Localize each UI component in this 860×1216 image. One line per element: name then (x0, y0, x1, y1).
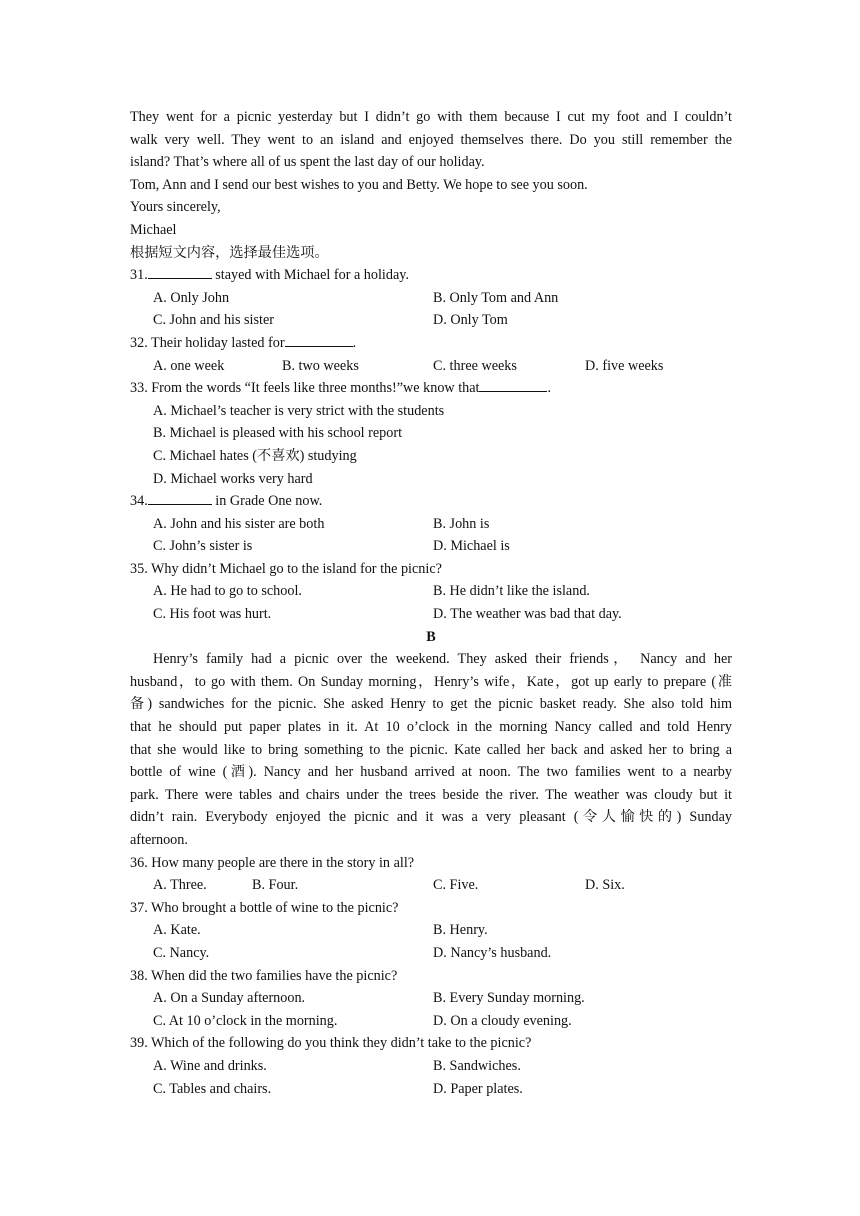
letter-signature: Michael (130, 221, 177, 238)
options-row (130, 513, 732, 536)
passage-line: afternoon. (130, 832, 188, 848)
document-content (130, 106, 732, 1100)
option: D. The weather was bad that day. (433, 606, 622, 623)
option: A. Wine and drinks. (153, 1057, 267, 1074)
option: A. He had to go to school. (153, 583, 302, 600)
question-35: 35. Why didn’t Michael go to the island for the picnic? (130, 560, 442, 577)
option: C. Tables and chairs. (153, 1080, 272, 1097)
option: A. On a Sunday afternoon. (153, 990, 306, 1007)
option: D. Only Tom (433, 312, 508, 329)
options-row (130, 874, 732, 897)
options-row (130, 987, 732, 1010)
answer-blank (285, 332, 353, 347)
option: C. Nancy. (153, 944, 210, 961)
passage-line: Henry’s family had a picnic over the weekend. They asked their friends， Nancy and her (153, 651, 732, 668)
option: C. three weeks (433, 357, 517, 374)
question-34: 34. in Grade One now. (130, 490, 732, 513)
option: D. Michael is (433, 538, 510, 555)
option: A. John and his sister are both (153, 515, 325, 532)
option: A. Michael’s teacher is very strict with the students (153, 402, 445, 419)
option: D. five weeks (585, 357, 664, 374)
section-heading: B (426, 628, 436, 645)
question-39: 39. Which of the following do you think they didn’t take to the picnic? (130, 1035, 532, 1052)
option: A. one week (153, 357, 225, 374)
options-row (130, 287, 732, 310)
option: C. His foot was hurt. (153, 606, 272, 623)
option: D. Nancy’s husband. (433, 944, 552, 961)
letter-line: island? That’s where all of us spent the last day of our holiday. (130, 154, 485, 171)
passage-line: park. There were tables and chairs under the trees beside the river. The weather was cloudy but it (130, 786, 732, 803)
letter-line: They went for a picnic yesterday but I didn’t go with them because I cut my foot and I couldn’t (130, 109, 732, 125)
answer-blank (148, 490, 212, 505)
answer-blank (479, 377, 547, 392)
question-32: 32. Their holiday lasted for . (130, 332, 732, 355)
question-37: 37. Who brought a bottle of wine to the picnic? (130, 899, 399, 916)
options-row (130, 535, 732, 558)
options-row (130, 1055, 732, 1078)
options-row (130, 1010, 732, 1033)
option: A. Three. (153, 877, 207, 894)
letter-line: Tom, Ann and I send our best wishes to you and Betty. We hope to see you soon. (130, 176, 588, 193)
options-row (130, 919, 732, 942)
question-36: 36. How many people are there in the story in all? (130, 854, 415, 871)
option: D. On a cloudy evening. (433, 1012, 572, 1029)
passage-line: that he should put paper plates in it. At 10 o’clock in the morning Nancy called and told Henry (130, 719, 732, 736)
question-31: 31. stayed with Michael for a holiday. (130, 264, 732, 287)
passage-line: 备) sandwiches for the picnic. She asked Henry to get the picnic basket ready. She also told him (130, 696, 732, 713)
option: D. Paper plates. (433, 1080, 523, 1097)
letter-line: walk very well. They went to an island and enjoyed themselves there. Do you still remember the (130, 131, 732, 148)
options-row (130, 400, 732, 423)
options-row (130, 942, 732, 965)
option: C. At 10 o’clock in the morning. (153, 1012, 338, 1029)
option: C. Five. (433, 877, 479, 894)
option: B. two weeks (282, 357, 359, 374)
option: A. Kate. (153, 922, 201, 939)
option: C. John and his sister (153, 312, 274, 329)
passage-line: didn’t rain. Everybody enjoyed the picnic and it was a very pleasant (令人愉快的) Sunday (130, 809, 732, 826)
options-row (130, 309, 732, 332)
option: B. John is (433, 515, 490, 532)
option: D. Michael works very hard (153, 470, 313, 487)
passage-line: husband，to go with them. On Sunday morning，Henry’s wife，Kate，got up early to prepare (准 (130, 673, 732, 690)
options-row (130, 355, 732, 378)
passage-line: that she would like to bring something to the picnic. Kate called her back and asked her to bring a (130, 741, 732, 758)
options-row (130, 468, 732, 491)
options-row (130, 603, 732, 626)
options-row (130, 1078, 732, 1101)
options-row (130, 422, 732, 445)
instruction: 根据短文内容，选择最佳选项。 (130, 244, 329, 261)
option: B. He didn’t like the island. (433, 583, 590, 600)
question-38: 38. When did the two families have the picnic? (130, 967, 398, 984)
option: B. Sandwiches. (433, 1057, 521, 1074)
option: C. John’s sister is (153, 538, 253, 555)
option: B. Michael is pleased with his school report (153, 425, 403, 442)
option: A. Only John (153, 289, 230, 306)
answer-blank (148, 264, 212, 279)
question-33: 33. From the words “It feels like three months!”we know that . (130, 377, 732, 400)
option: B. Only Tom and Ann (433, 289, 559, 306)
option: B. Henry. (433, 922, 488, 939)
letter-closing: Yours sincerely, (130, 199, 221, 216)
option: B. Four. (252, 877, 299, 894)
option: D. Six. (585, 877, 625, 894)
options-row (130, 445, 732, 468)
passage-line: bottle of wine (酒). Nancy and her husband arrived at noon. The two families went to a nearby (130, 764, 732, 781)
option: B. Every Sunday morning. (433, 990, 585, 1007)
options-row (130, 580, 732, 603)
option: C. Michael hates (不喜欢) studying (153, 447, 357, 464)
